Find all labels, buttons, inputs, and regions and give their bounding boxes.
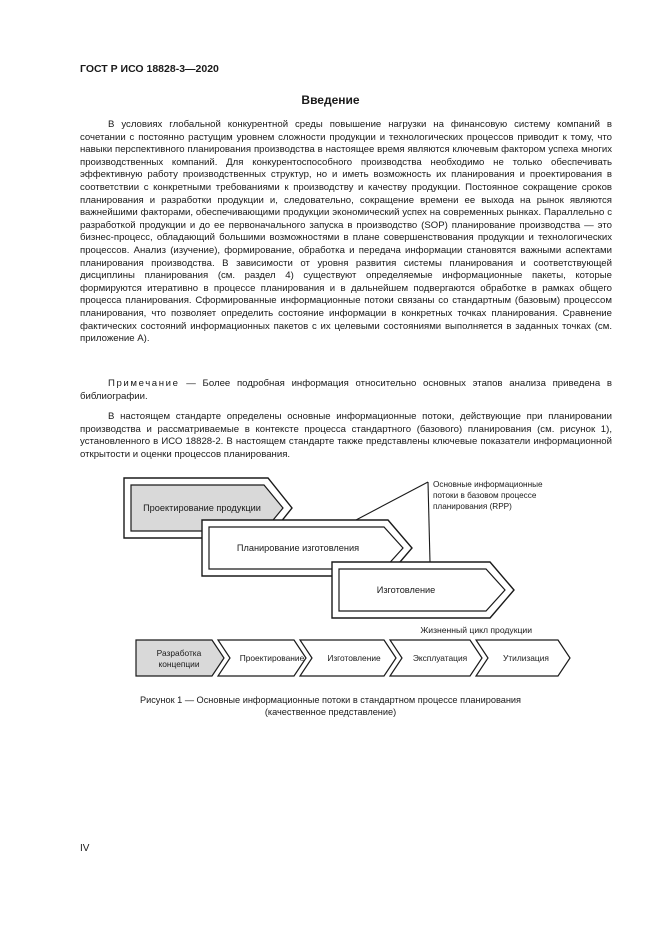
lifecycle-stage-concept (136, 640, 224, 676)
note-label: Примечание (108, 378, 180, 389)
intro-paragraph-2: В настоящем стандарте определены основные информационные потоки, действующие при планировании производства и рассматриваемые в контексте процесса стандартного (базового) планирования (см. рисунок 1), установленного в ИСО 18828-2. В настоящем стандарте также представлены ключевые показатели информационной открытости и оценки процессов планирования. (80, 411, 612, 460)
lifecycle-stage-operation (390, 640, 482, 676)
lifecycle-stage-disposal (476, 640, 570, 676)
stage-design-label: Проектирование (239, 653, 305, 663)
lifecycle-stage-manufacturing (300, 640, 396, 676)
callout-text (433, 480, 543, 511)
flow-manufacturing-label: Изготовление (376, 585, 436, 595)
flow-design-label: Проектирование продукции (143, 503, 261, 513)
section-title: Введение (301, 93, 360, 107)
stage-manufacturing-label: Изготовление (327, 653, 381, 663)
stage-operation-label: Эксплуатация (412, 653, 468, 663)
flow-planning-label: Планирование изготовления (236, 543, 360, 553)
intro-paragraph-1: В условиях глобальной конкурентной среды повышение нагрузки на финансовую систему компаний в сочетании с постоянно растущим уровнем сложности продукции и технологических процессов приводит к тому, что навыки перспективного планирования производства в настоящее время являются ключевым фактором успеха многих производственных компаний. Для конкурентоспособного производства необходимо не только обеспечивать эффективную работу производственных структур, но и иметь возможность их планирования и проектирования в соответствии с конкретными требованиями к производству и качеству продукции. Постоянное сокращение сроков планирования и разработки продукции и, следовательно, сокращение времени ее выхода на рынок являются важнейшими факторами, обеспечивающими продукции экономический успех на современных рынках. Параллельно с разработкой продукции и до ее первоначального запуска в производство (SOP) планирование производства — это бизнес-процесс, обладающий большими возможностями в плане совершенствования продукции и технологических процессов. Анализ (изучение), формирование, обработка и передача информации становятся важными аспектами планирования производства. В зависимости от уровня развития системы планирования и соответствующей дисциплины планирования (см. раздел 4) существуют определяемые информационные пакеты, которые формируются итеративно в процессе планирования и в дальнейшем подвергаются обработке в рамках общего процесса планирования. Сформированные информационные потоки связаны со стандартным (базовым) процессом планирования, что позволяет определить состояние информации в конкретных точках планирования. Сравнение фактических состояний информационных пакетов с их целевыми состояниями выполняется в заданных точках (см. приложение А). (80, 119, 612, 345)
page-number: IV (80, 843, 90, 854)
stage-disposal-label: Утилизация (503, 653, 549, 663)
caption-line-2: (качественное представление) (264, 707, 397, 718)
lifecycle-stage-design (218, 640, 306, 676)
note-text: — Более подробная информация относительно основных этапов анализа приведена в библиографии. (80, 378, 612, 402)
document-code: ГОСТ Р ИСО 18828-3—2020 (80, 63, 219, 75)
note-paragraph (80, 378, 612, 403)
stage-concept-line2: концепции (158, 659, 200, 669)
caption-line-1: Рисунок 1 — Основные информационные потоки в стандартном процессе планирования (139, 695, 522, 705)
callout-line-3: планирования (RPP) (433, 502, 512, 511)
figure-caption (0, 694, 661, 719)
information-flow-diagram (0, 470, 661, 690)
callout-line-2: потоки в базовом процессе (433, 491, 537, 500)
flow-manufacturing-arrow (332, 562, 514, 618)
lifecycle-label: Жизненный цикл продукции (420, 625, 532, 635)
callout-line-1: Основные информационные (433, 480, 543, 489)
stage-concept-line1: Разработка (156, 648, 202, 658)
